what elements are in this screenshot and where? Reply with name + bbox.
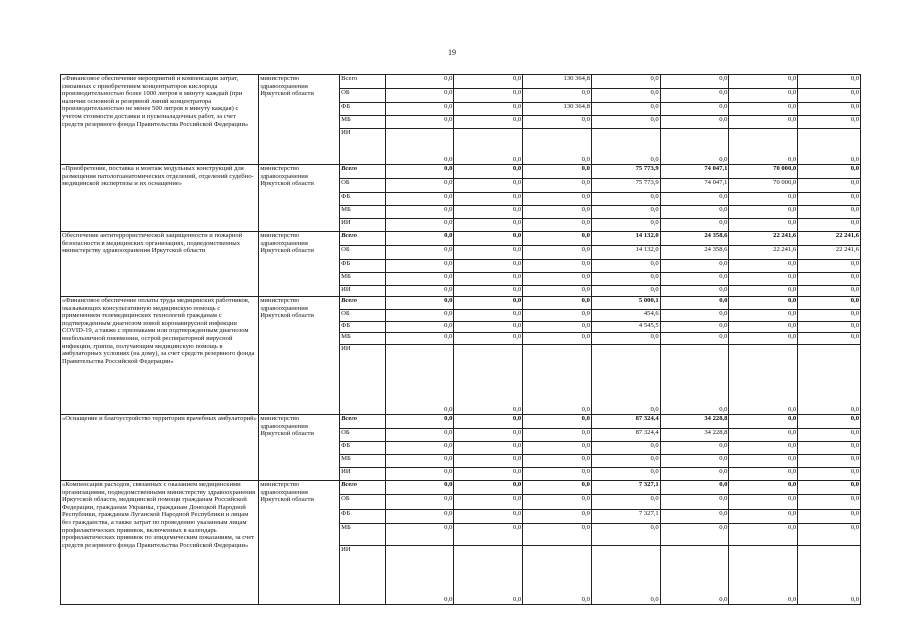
amount-cell: 0,0 <box>798 116 861 129</box>
table-row <box>61 165 861 179</box>
amount-cell: 0,0 <box>454 193 523 206</box>
amount-cell: 0,0 <box>660 510 729 524</box>
funding-source: ИИ <box>340 286 386 297</box>
amount-cell: 0,0 <box>591 333 660 345</box>
amount-cell: 0,0 <box>454 116 523 129</box>
table-row <box>61 232 861 246</box>
amount-cell: 0,0 <box>798 103 861 116</box>
funding-source: ОБ <box>340 429 386 442</box>
amount-cell: 0,0 <box>454 219 523 232</box>
amount-cell: 0,0 <box>454 495 523 510</box>
amount-cell: 0,0 <box>798 442 861 455</box>
amount-cell: 0,0 <box>523 429 592 442</box>
amount-cell: 0,0 <box>454 179 523 193</box>
funding-source: ОБ <box>340 179 386 193</box>
amount-cell: 87 324,4 <box>591 415 660 429</box>
amount-cell: 14 132,0 <box>591 246 660 260</box>
amount-cell: 22 241,6 <box>798 246 861 260</box>
amount-cell: 0,0 <box>591 495 660 510</box>
amount-cell: 0,0 <box>385 322 454 333</box>
amount-cell: 0,0 <box>523 468 592 481</box>
amount-cell: 0,0 <box>660 345 729 415</box>
amount-cell: 0,0 <box>385 546 454 605</box>
amount-cell: 0,0 <box>523 179 592 193</box>
amount-cell: 0,0 <box>385 429 454 442</box>
responsible-executor: министерство здравоохранения Иркутской области <box>259 297 340 415</box>
amount-cell: 0,0 <box>385 442 454 455</box>
amount-cell: 0,0 <box>523 415 592 429</box>
amount-cell: 0,0 <box>798 510 861 524</box>
amount-cell: 0,0 <box>523 510 592 524</box>
amount-cell: 0,0 <box>591 219 660 232</box>
amount-cell: 0,0 <box>729 297 798 310</box>
amount-cell: 0,0 <box>798 219 861 232</box>
amount-cell: 14 132,0 <box>591 232 660 246</box>
table-row <box>61 297 861 310</box>
amount-cell: 0,0 <box>454 129 523 165</box>
amount-cell: 0,0 <box>454 546 523 605</box>
amount-cell: 0,0 <box>729 455 798 468</box>
amount-cell: 0,0 <box>523 455 592 468</box>
amount-cell: 0,0 <box>385 103 454 116</box>
amount-cell: 0,0 <box>523 219 592 232</box>
amount-cell: 0,0 <box>660 333 729 345</box>
amount-cell: 0,0 <box>385 165 454 179</box>
amount-cell: 0,0 <box>729 193 798 206</box>
amount-cell: 0,0 <box>798 297 861 310</box>
amount-cell: 0,0 <box>454 455 523 468</box>
amount-cell: 0,0 <box>454 206 523 219</box>
responsible-executor: министерство здравоохранения Иркутской области <box>259 232 340 297</box>
amount-cell: 22 241,6 <box>729 246 798 260</box>
amount-cell: 0,0 <box>454 442 523 455</box>
amount-cell: 0,0 <box>454 510 523 524</box>
funding-source: Всего <box>340 415 386 429</box>
amount-cell: 0,0 <box>660 442 729 455</box>
amount-cell: 0,0 <box>385 297 454 310</box>
amount-cell: 0,0 <box>798 165 861 179</box>
amount-cell: 0,0 <box>523 297 592 310</box>
amount-cell: 0,0 <box>385 415 454 429</box>
amount-cell: 0,0 <box>523 495 592 510</box>
amount-cell: 0,0 <box>385 246 454 260</box>
amount-cell: 0,0 <box>729 273 798 286</box>
amount-cell: 0,0 <box>454 468 523 481</box>
amount-cell: 0,0 <box>660 129 729 165</box>
amount-cell: 0,0 <box>385 481 454 495</box>
amount-cell: 0,0 <box>591 468 660 481</box>
amount-cell: 0,0 <box>798 333 861 345</box>
amount-cell: 0,0 <box>523 206 592 219</box>
amount-cell: 0,0 <box>523 286 592 297</box>
amount-cell: 0,0 <box>454 429 523 442</box>
amount-cell: 75 773,9 <box>591 179 660 193</box>
funding-source: МБ <box>340 206 386 219</box>
funding-source: МБ <box>340 333 386 345</box>
amount-cell: 0,0 <box>729 103 798 116</box>
amount-cell: 0,0 <box>385 89 454 103</box>
amount-cell: 0,0 <box>660 524 729 546</box>
funding-source: ФБ <box>340 193 386 206</box>
amount-cell: 0,0 <box>454 297 523 310</box>
amount-cell: 4 545,5 <box>591 322 660 333</box>
responsible-executor: министерство здравоохранения Иркутской области <box>259 75 340 165</box>
amount-cell: 0,0 <box>454 310 523 322</box>
measure-description: Обеспечение антитеррористической защищенности и пожарной безопасности в медицинских организациях, подведомственных министерству здравоохранения Иркутской области <box>61 232 259 297</box>
amount-cell: 0,0 <box>660 297 729 310</box>
funding-source: Всего <box>340 165 386 179</box>
amount-cell: 0,0 <box>798 524 861 546</box>
amount-cell: 0,0 <box>523 232 592 246</box>
amount-cell: 0,0 <box>660 495 729 510</box>
amount-cell: 0,0 <box>729 89 798 103</box>
amount-cell: 0,0 <box>523 246 592 260</box>
amount-cell: 0,0 <box>729 333 798 345</box>
amount-cell: 0,0 <box>729 481 798 495</box>
amount-cell: 7 327,1 <box>591 481 660 495</box>
amount-cell: 0,0 <box>454 273 523 286</box>
amount-cell: 130 364,8 <box>523 103 592 116</box>
amount-cell: 0,0 <box>385 495 454 510</box>
amount-cell: 0,0 <box>385 468 454 481</box>
funding-source: ИИ <box>340 546 386 605</box>
amount-cell: 0,0 <box>454 75 523 89</box>
amount-cell: 0,0 <box>454 481 523 495</box>
amount-cell: 0,0 <box>591 103 660 116</box>
amount-cell: 0,0 <box>523 273 592 286</box>
amount-cell: 0,0 <box>798 455 861 468</box>
amount-cell: 0,0 <box>385 310 454 322</box>
measure-description: «Оснащение и благоустройство территории врачебных амбулаторий» <box>61 415 259 481</box>
amount-cell: 0,0 <box>729 468 798 481</box>
amount-cell: 0,0 <box>385 193 454 206</box>
measure-description: «Компенсация расходов, связанных с оказанием медицинскими организациями, подведомственными министерству здравоохранения Иркутской области, медицинской помощи гражданам Российской Федерации, гражданам Украины, гражданам Донецкой Народной Республики, гражданам Луганской Народной Республики и лицам без гражданства, а также затрат по проведению указанным лицам профилактических прививок, включенных в календарь профилактических прививок по эпидемическим показаниям, за счет средств резервного фонда Правительства Российской Федерации» <box>61 481 259 605</box>
amount-cell: 0,0 <box>798 495 861 510</box>
amount-cell: 0,0 <box>660 260 729 273</box>
amount-cell: 0,0 <box>729 429 798 442</box>
amount-cell: 0,0 <box>385 273 454 286</box>
funding-source: ОБ <box>340 89 386 103</box>
amount-cell: 0,0 <box>729 345 798 415</box>
amount-cell: 0,0 <box>660 455 729 468</box>
amount-cell: 0,0 <box>798 260 861 273</box>
amount-cell: 0,0 <box>523 481 592 495</box>
amount-cell: 0,0 <box>385 510 454 524</box>
amount-cell: 0,0 <box>591 116 660 129</box>
amount-cell: 0,0 <box>523 116 592 129</box>
amount-cell: 0,0 <box>385 286 454 297</box>
amount-cell: 0,0 <box>729 219 798 232</box>
funding-source: ИИ <box>340 129 386 165</box>
amount-cell: 0,0 <box>385 260 454 273</box>
amount-cell: 0,0 <box>454 322 523 333</box>
amount-cell: 0,0 <box>660 546 729 605</box>
amount-cell: 0,0 <box>729 510 798 524</box>
amount-cell: 0,0 <box>454 165 523 179</box>
amount-cell: 0,0 <box>523 260 592 273</box>
amount-cell: 22 241,6 <box>729 232 798 246</box>
amount-cell: 0,0 <box>523 322 592 333</box>
amount-cell: 0,0 <box>798 75 861 89</box>
amount-cell: 0,0 <box>454 89 523 103</box>
amount-cell: 0,0 <box>660 75 729 89</box>
amount-cell: 24 358,6 <box>660 246 729 260</box>
amount-cell: 74 047,1 <box>660 165 729 179</box>
amount-cell: 0,0 <box>729 322 798 333</box>
amount-cell: 0,0 <box>454 246 523 260</box>
amount-cell: 0,0 <box>729 286 798 297</box>
amount-cell: 87 324,4 <box>591 429 660 442</box>
funding-source: ФБ <box>340 103 386 116</box>
funding-source: ФБ <box>340 322 386 333</box>
amount-cell: 0,0 <box>660 103 729 116</box>
amount-cell: 0,0 <box>798 310 861 322</box>
amount-cell: 0,0 <box>660 219 729 232</box>
amount-cell: 0,0 <box>454 524 523 546</box>
amount-cell: 0,0 <box>798 429 861 442</box>
amount-cell: 0,0 <box>523 546 592 605</box>
amount-cell: 0,0 <box>385 116 454 129</box>
amount-cell: 0,0 <box>454 345 523 415</box>
amount-cell: 0,0 <box>591 273 660 286</box>
amount-cell: 0,0 <box>798 179 861 193</box>
amount-cell: 0,0 <box>729 206 798 219</box>
amount-cell: 0,0 <box>523 129 592 165</box>
amount-cell: 0,0 <box>523 333 592 345</box>
amount-cell: 0,0 <box>523 345 592 415</box>
amount-cell: 0,0 <box>660 116 729 129</box>
amount-cell: 7 327,1 <box>591 510 660 524</box>
amount-cell: 0,0 <box>660 481 729 495</box>
amount-cell: 0,0 <box>660 89 729 103</box>
amount-cell: 0,0 <box>660 206 729 219</box>
amount-cell: 0,0 <box>729 546 798 605</box>
amount-cell: 0,0 <box>660 273 729 286</box>
amount-cell: 0,0 <box>523 193 592 206</box>
measure-description: «Финансовое обеспечение оплаты труда медицинских работников, оказывающих консультативную медицинскую помощь с применением телемедицинских технологий гражданам с подтвержденным диагнозом новой коронавирусной инфекции COVID-19, а также с признаками или подтвержденным диагнозом внебольничной пневмонии, острой респираторной вирусной инфекции, гриппа, получающим медицинскую помощь в амбулаторных условиях (на дому), за счет средств резервного фонда Правительства Российской Федерации» <box>61 297 259 415</box>
responsible-executor: министерство здравоохранения Иркутской области <box>259 415 340 481</box>
page-number: 19 <box>448 48 456 57</box>
funding-source: Всего <box>340 481 386 495</box>
amount-cell: 0,0 <box>798 206 861 219</box>
funding-source: ИИ <box>340 468 386 481</box>
amount-cell: 0,0 <box>591 193 660 206</box>
amount-cell: 0,0 <box>385 179 454 193</box>
amount-cell: 0,0 <box>798 481 861 495</box>
amount-cell: 0,0 <box>591 89 660 103</box>
responsible-executor: министерство здравоохранения Иркутской области <box>259 481 340 605</box>
amount-cell: 22 241,6 <box>798 232 861 246</box>
amount-cell: 0,0 <box>385 75 454 89</box>
funding-source: ФБ <box>340 510 386 524</box>
amount-cell: 0,0 <box>523 442 592 455</box>
amount-cell: 0,0 <box>798 468 861 481</box>
amount-cell: 0,0 <box>729 495 798 510</box>
amount-cell: 0,0 <box>591 129 660 165</box>
amount-cell: 0,0 <box>523 310 592 322</box>
funding-source: МБ <box>340 116 386 129</box>
amount-cell: 0,0 <box>798 286 861 297</box>
amount-cell: 0,0 <box>523 89 592 103</box>
funding-source: ИИ <box>340 219 386 232</box>
amount-cell: 0,0 <box>798 273 861 286</box>
amount-cell: 0,0 <box>729 260 798 273</box>
funding-source: МБ <box>340 455 386 468</box>
amount-cell: 0,0 <box>385 219 454 232</box>
amount-cell: 0,0 <box>454 286 523 297</box>
amount-cell: 0,0 <box>798 546 861 605</box>
amount-cell: 0,0 <box>454 415 523 429</box>
amount-cell: 0,0 <box>591 206 660 219</box>
amount-cell: 0,0 <box>591 75 660 89</box>
amount-cell: 0,0 <box>385 524 454 546</box>
budget-table <box>60 74 861 605</box>
amount-cell: 0,0 <box>798 193 861 206</box>
amount-cell: 0,0 <box>660 193 729 206</box>
funding-source: МБ <box>340 524 386 546</box>
funding-source: ОБ <box>340 495 386 510</box>
amount-cell: 0,0 <box>385 345 454 415</box>
amount-cell: 0,0 <box>660 468 729 481</box>
table-row <box>61 75 861 89</box>
amount-cell: 454,6 <box>591 310 660 322</box>
responsible-executor: министерство здравоохранения Иркутской области <box>259 165 340 232</box>
amount-cell: 0,0 <box>591 455 660 468</box>
funding-source: ОБ <box>340 310 386 322</box>
amount-cell: 34 228,8 <box>660 429 729 442</box>
amount-cell: 0,0 <box>798 89 861 103</box>
funding-source: ФБ <box>340 260 386 273</box>
amount-cell: 0,0 <box>798 322 861 333</box>
amount-cell: 0,0 <box>591 286 660 297</box>
amount-cell: 0,0 <box>729 442 798 455</box>
amount-cell: 0,0 <box>385 206 454 219</box>
table-row <box>61 415 861 429</box>
table-row <box>61 481 861 495</box>
amount-cell: 34 228,8 <box>660 415 729 429</box>
amount-cell: 0,0 <box>591 524 660 546</box>
amount-cell: 0,0 <box>660 322 729 333</box>
amount-cell: 0,0 <box>385 455 454 468</box>
amount-cell: 0,0 <box>385 129 454 165</box>
amount-cell: 74 047,1 <box>660 179 729 193</box>
amount-cell: 70 000,0 <box>729 179 798 193</box>
amount-cell: 0,0 <box>729 116 798 129</box>
funding-source: ИИ <box>340 345 386 415</box>
amount-cell: 0,0 <box>385 333 454 345</box>
amount-cell: 0,0 <box>798 415 861 429</box>
amount-cell: 0,0 <box>660 310 729 322</box>
amount-cell: 24 358,6 <box>660 232 729 246</box>
amount-cell: 0,0 <box>729 75 798 89</box>
funding-source: МБ <box>340 273 386 286</box>
funding-source: Всего <box>340 75 386 89</box>
funding-source: ФБ <box>340 442 386 455</box>
amount-cell: 75 773,9 <box>591 165 660 179</box>
funding-source: Всего <box>340 297 386 310</box>
amount-cell: 0,0 <box>798 129 861 165</box>
amount-cell: 0,0 <box>591 546 660 605</box>
amount-cell: 0,0 <box>454 103 523 116</box>
amount-cell: 70 000,0 <box>729 165 798 179</box>
measure-description: «Приобретение, поставка и монтаж модульных конструкций для размещения патологоанатомических отделений, отделений судебно-медицинской экспертизы и их оснащение» <box>61 165 259 232</box>
amount-cell: 0,0 <box>591 345 660 415</box>
funding-source: Всего <box>340 232 386 246</box>
amount-cell: 0,0 <box>729 415 798 429</box>
amount-cell: 0,0 <box>591 260 660 273</box>
amount-cell: 0,0 <box>591 442 660 455</box>
measure-description: «Финансовое обеспечение мероприятий и компенсация затрат, связанных с приобретением концентраторов кислорода производительностью более 1000 литров в минуту каждый (при наличии основной и резервной линий концентратора производительностью не менее 500 литров в минуту каждая) с учетом стоимости доставки и пусконаладочных работ, за счет средств резервного фонда Правительства Российской Федерации» <box>61 75 259 165</box>
amount-cell: 0,0 <box>454 232 523 246</box>
amount-cell: 130 364,8 <box>523 75 592 89</box>
amount-cell: 0,0 <box>523 524 592 546</box>
amount-cell: 0,0 <box>729 310 798 322</box>
amount-cell: 0,0 <box>729 129 798 165</box>
amount-cell: 5 000,1 <box>591 297 660 310</box>
amount-cell: 0,0 <box>798 345 861 415</box>
amount-cell: 0,0 <box>729 524 798 546</box>
amount-cell: 0,0 <box>454 260 523 273</box>
amount-cell: 0,0 <box>385 232 454 246</box>
funding-source: ОБ <box>340 246 386 260</box>
amount-cell: 0,0 <box>660 286 729 297</box>
amount-cell: 0,0 <box>454 333 523 345</box>
amount-cell: 0,0 <box>523 165 592 179</box>
